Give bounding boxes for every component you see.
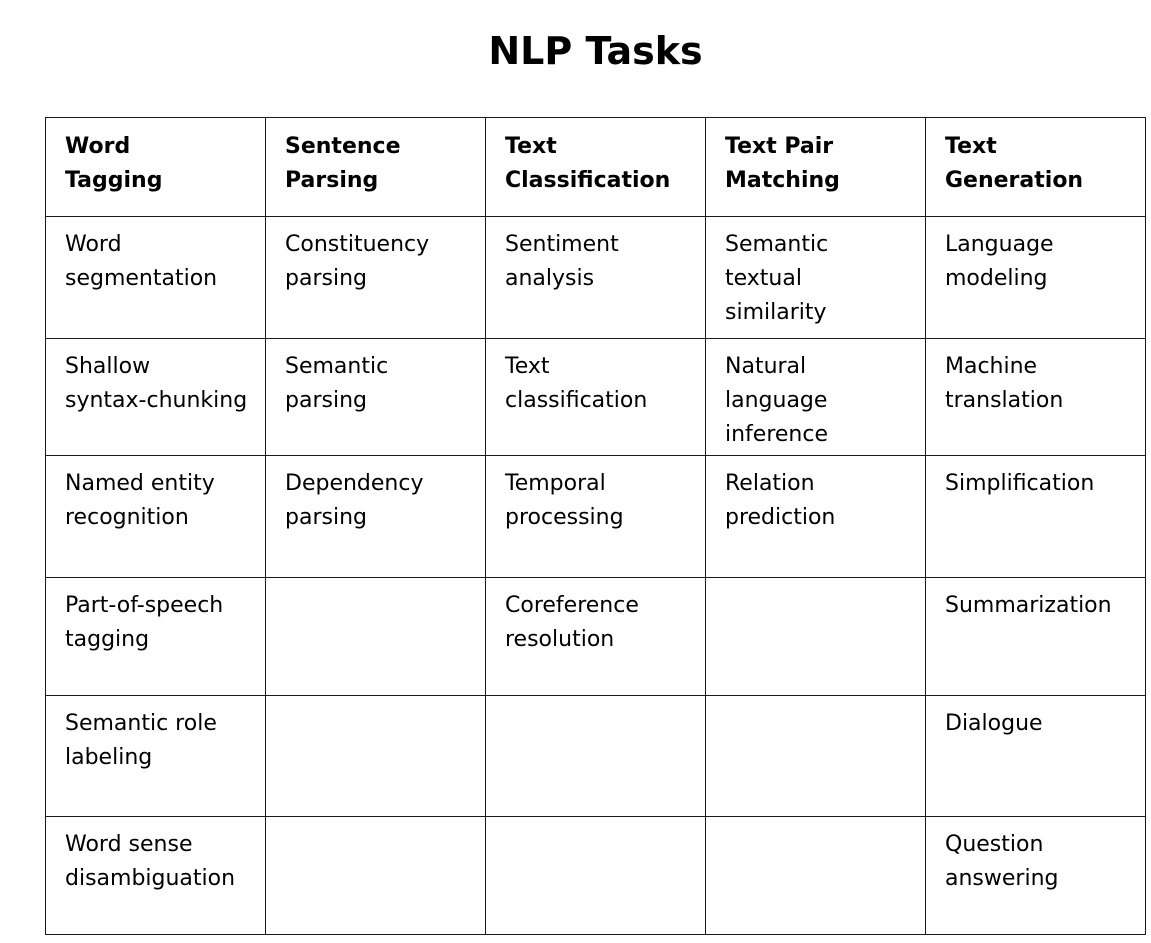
table-cell: Language modeling [926,217,1146,339]
table-cell: Relation prediction [706,456,926,578]
table-cell: Sentiment analysis [486,217,706,339]
table-cell-empty [266,578,486,696]
table-cell: Dependency parsing [266,456,486,578]
table-cell: Temporal processing [486,456,706,578]
table-cell-empty [266,696,486,817]
table-cell: Word sense disambiguation [46,817,266,935]
header-word-tagging: Word Tagging [46,118,266,217]
table-cell: Constituency parsing [266,217,486,339]
table-cell: Semantic textual similarity [706,217,926,339]
table-cell: Text classification [486,339,706,456]
table-cell: Shallow syntax-chunking [46,339,266,456]
table-row [46,817,1146,935]
table-cell: Summarization [926,578,1146,696]
header-sentence-parsing: Sentence Parsing [266,118,486,217]
table-cell: Question answering [926,817,1146,935]
table-cell: Named entity recognition [46,456,266,578]
header-text-pair-matching: Text Pair Matching [706,118,926,217]
table-cell: Machine translation [926,339,1146,456]
table-cell-empty [486,696,706,817]
table-cell: Semantic parsing [266,339,486,456]
table-cell: Semantic role labeling [46,696,266,817]
table-cell: Natural language inference [706,339,926,456]
table-cell-empty [706,817,926,935]
table-cell-empty [266,817,486,935]
table-cell: Word segmentation [46,217,266,339]
header-text-generation: Text Generation [926,118,1146,217]
table-header-row [46,118,1146,217]
header-text-classification: Text Classification [486,118,706,217]
nlp-tasks-table [45,117,1146,935]
page-title: NLP Tasks [488,29,703,73]
table-cell-empty [706,696,926,817]
table-row [46,339,1146,456]
table-cell-empty [706,578,926,696]
table-row [46,456,1146,578]
table-row [46,217,1146,339]
table-cell: Part-of-speech tagging [46,578,266,696]
table-row [46,578,1146,696]
table-cell-empty [486,817,706,935]
table-cell: Coreference resolution [486,578,706,696]
table-cell: Dialogue [926,696,1146,817]
table-row [46,696,1146,817]
table-cell: Simplification [926,456,1146,578]
